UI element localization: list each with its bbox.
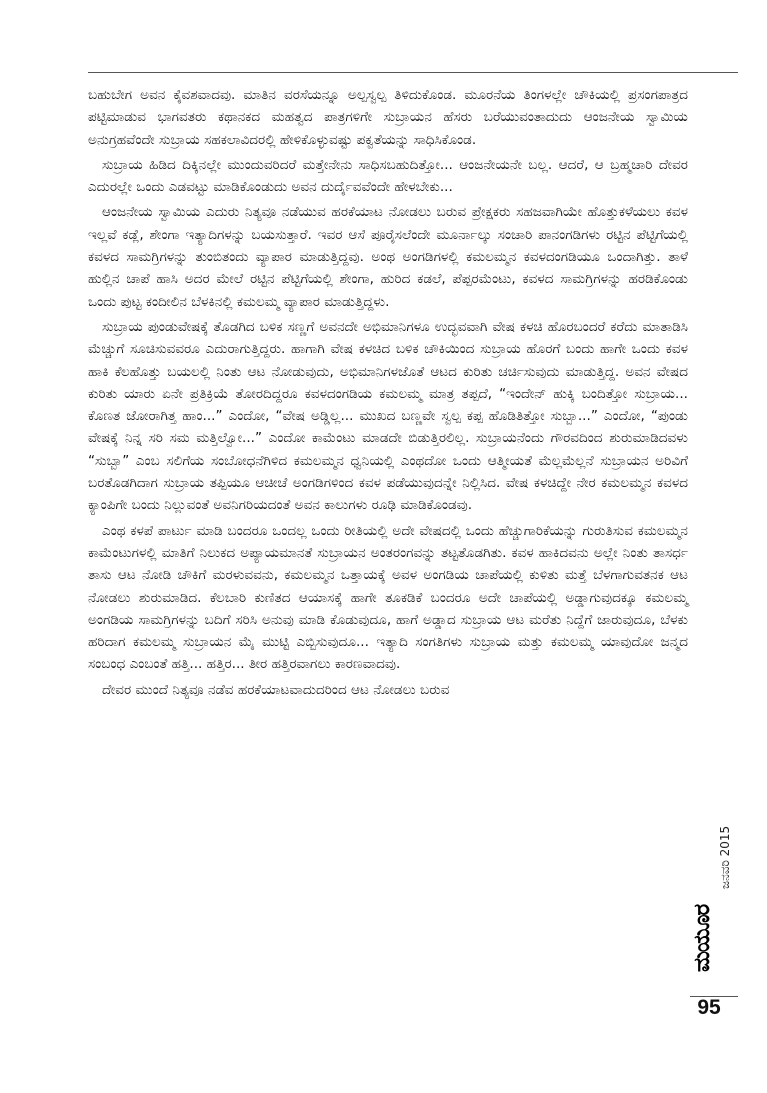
page-number: 95 <box>697 996 721 1019</box>
paragraph: ಬಹುಬೇಗ ಅವನ ಕೈವಶವಾದವು. ಮಾತಿನ ವರಸೆಯನ್ನೂ ಅಲ್ಪಸ್ವಲ್ಪ ತಿಳಿದುಕೊಂಡ. ಮೂರನೆಯ ತಿಂಗಳಲ್ಲೇ ಚೌಕಿಯಲ್ಲಿ ಪ್ರಸಂಗಪಾತ್ರದ ಪಟ್ಟಿಮಾಡುವ ಭಾಗವತರು ಕಥಾನಕದ ಮಹತ್ವದ ಪಾತ್ರಗಳಿಗೇ ಸುಬ್ರಾಯನ ಹೆಸರು ಬರೆಯುವಂತಾದುದು ಆಂಜನೇಯ ಸ್ವಾಮಿಯ ಅನುಗ್ರಹವೆಂದೇ ಸುಬ್ರಾಯ ಸಹಕಲಾವಿದರಲ್ಲಿ ಹೇಳಿಕೊಳ್ಳುವಷ್ಟು ಪಕ್ವತೆಯನ್ನು ಸಾಧಿಸಿಕೊಂಡ. <box>88 87 688 148</box>
article-body <box>88 84 688 704</box>
paragraph: ಸುಬ್ರಾಯ ಹಿಡಿದ ದಿಕ್ಕಿನಲ್ಲೇ ಮುಂದುವರಿದರೆ ಮತ್ತೇನೇನು ಸಾಧಿಸಬಹುದಿತ್ತೋ... ಆಂಜನೇಯನೇ ಬಲ್ಲ. ಆದರೆ, ಆ ಬ್ರಹ್ಮಚಾರಿ ದೇವರ ಎದುರಲ್ಲೇ ಒಂದು ಎಡವಟ್ಟು ಮಾಡಿಕೊಂಡುದು ಅವನ ದುರ್ದೈವವೆಂದೇ ಹೇಳಬೇಕು... <box>88 156 688 196</box>
sidebar-branding <box>690 800 738 1000</box>
top-divider <box>88 72 738 73</box>
issue-date: ಜನವರಿ 2015 <box>718 825 732 889</box>
magazine-masthead: ಮಯೂರ <box>690 904 715 972</box>
paragraph: ದೇವರ ಮುಂದೆ ನಿತ್ಯವೂ ನಡೆವ ಹರಕೆಯಾಟವಾದುದರಿಂದ ಆಟ ನೋಡಲು ಬರುವ <box>102 681 450 698</box>
paragraph: ಎಂಥ ಕಳಪೆ ಪಾರ್ಟು ಮಾಡಿ ಬಂದರೂ ಒಂದಲ್ಲ ಒಂದು ರೀತಿಯಲ್ಲಿ ಅದೇ ವೇಷದಲ್ಲಿ ಒಂದು ಹೆಚ್ಚುಗಾರಿಕೆಯನ್ನು ಗುರುತಿಸುವ ಕಮಲಮ್ಮನ ಕಾಮೆಂಟುಗಳಲ್ಲಿ ಮಾತಿಗೆ ನಿಲುಕದ ಅಪ್ಯಾಯಮಾನತೆ ಸುಬ್ರಾಯನ ಅಂತರಂಗವನ್ನು ತಟ್ಟತೊಡಗಿತು. ಕವಳ ಹಾಕಿದವನು ಅಲ್ಲೇ ನಿಂತು ತಾಸರ್ಧ ತಾಸು ಆಟ ನೋಡಿ ಚೌಕಿಗೆ ಮರಳುವವನು, ಕಮಲಮ್ಮನ ಒತ್ತಾಯಕ್ಕೆ ಅವಳ ಅಂಗಡಿಯ ಚಾಪೆಯಲ್ಲಿ ಕುಳಿತು ಮತ್ತೆ ಬೆಳಗಾಗುವತನಕ ಆಟ ನೋಡಲು ಶುರುಮಾಡಿದ. ಕೆಲಬಾರಿ ಕುಣಿತದ ಆಯಾಸಕ್ಕೆ ಹಾಗೇ ತೂಕಡಿಕೆ ಬಂದರೂ ಅದೇ ಚಾಪೆಯಲ್ಲಿ ಅಡ್ಡಾಗುವುದಕ್ಕೂ ಕಮಲಮ್ಮ ಅಂಗಡಿಯ ಸಾಮಗ್ರಿಗಳನ್ನು ಬದಿಗೆ ಸರಿಸಿ ಅನುವು ಮಾಡಿ ಕೊಡುವುದೂ, ಹಾಗೆ ಅಡ್ಡಾದ ಸುಬ್ರಾಯ ಆಟ ಮರೆತು ನಿದ್ದೆಗೆ ಜಾರುವುದೂ, ಬೆಳಕು ಹರಿದಾಗ ಕಮಲಮ್ಮ ಸುಬ್ರಾಯನ ಮೈ ಮುಟ್ಟಿ ಎಬ್ಬಿಸುವುದೂ... ಇತ್ಯಾದಿ ಸಂಗತಿಗಳು ಸುಬ್ರಾಯ ಮತ್ತು ಕಮಲಮ್ಮ ಯಾವುದೋ ಜನ್ಮದ ಸಂಬಂಧ ಎಂಬಂತೆ ಹತ್ತಿ... ಹತ್ತಿರ... ತೀರ ಹತ್ತಿರವಾಗಲು ಕಾರಣವಾದವು. <box>88 522 688 673</box>
paragraph: ಆಂಜನೇಯ ಸ್ವಾಮಿಯ ಎದುರು ನಿತ್ಯವೂ ನಡೆಯುವ ಹರಕೆಯಾಟ ನೋಡಲು ಬರುವ ಪ್ರೇಕ್ಷಕರು ಸಹಜವಾಗಿಯೇ ಹೊತ್ತುಕಳೆಯಲು ಕವಳ ಇಲ್ಲವೆ ಕಡ್ಲೆ, ಶೇಂಗಾ ಇತ್ಯಾದಿಗಳನ್ನು ಬಯಸುತ್ತಾರೆ. ಇವರ ಆಸೆ ಪೂರೈಸಲೆಂದೇ ಮೂರ್ನಾಲ್ಕು ಸಂಚಾರಿ ಪಾನಂಗಡಿಗಳು ರಟ್ಟಿನ ಪೆಟ್ಟಿಗೆಯಲ್ಲಿ ಕವಳದ ಸಾಮಗ್ರಿಗಳನ್ನು ತುಂಬಿತಂದು ವ್ಯಾಪಾರ ಮಾಡುತ್ತಿದ್ದವು. ಅಂಥ ಅಂಗಡಿಗಳಲ್ಲಿ ಕಮಲಮ್ಮನ ಕವಳದಂಗಡಿಯೂ ಒಂದಾಗಿತ್ತು. ತಾಳೆ ಹುಲ್ಲಿನ ಚಾಪೆ ಹಾಸಿ ಅದರ ಮೇಲೆ ರಟ್ಟಿನ ಪೆಟ್ಟಿಗೆಯಲ್ಲಿ ಶೇಂಗಾ, ಹುರಿದ ಕಡಲೆ, ಪೆಪ್ಪರಮೆಂಟು, ಕವಳದ ಸಾಮಗ್ರಿಗಳನ್ನು ಹರಡಿಕೊಂಡು ಒಂದು ಪುಟ್ಟ ಕಂದೀಲಿನ ಬೆಳಕಿನಲ್ಲಿ ಕಮಲಮ್ಮ ವ್ಯಾಪಾರ ಮಾಡುತ್ತಿದ್ದಳು. <box>88 204 688 310</box>
paragraph: ಸುಬ್ರಾಯ ಪುಂಡುವೇಷಕ್ಕೆ ತೊಡಗಿದ ಬಳಿಕ ಸಣ್ಣಗೆ ಅವನದೇ ಅಭಿಮಾನಿಗಳೂ ಉದ್ಭವವಾಗಿ ವೇಷ ಕಳಚಿ ಹೊರಬಂದರೆ ಕರೆದು ಮಾತಾಡಿಸಿ ಮೆಚ್ಚುಗೆ ಸೂಚಿಸುವವರೂ ಎದುರಾಗುತ್ತಿದ್ದರು. ಹಾಗಾಗಿ ವೇಷ ಕಳಚಿದ ಬಳಿಕ ಚೌಕಿಯಿಂದ ಸುಬ್ರಾಯ ಹೊರಗೆ ಬಂದು ಹಾಗೇ ಒಂದು ಕವಳ ಹಾಕಿ ಕೆಲಹೊತ್ತು ಬಯಲಲ್ಲಿ ನಿಂತು ಆಟ ನೋಡುವುದು, ಅಭಿಮಾನಿಗಳಜೊತೆ ಆಟದ ಕುರಿತು ಚರ್ಚಿಸುವುದು ಮಾಡುತ್ತಿದ್ದ. ಅವನ ವೇಷದ ಕುರಿತು ಯಾರು ಏನೇ ಪ್ರತಿಕ್ರಿಯೆ ತೋರದಿದ್ದರೂ ಕವಳದಂಗಡಿಯ ಕಮಲಮ್ಮ ಮಾತ್ರ ತಪ್ಪದೆ, “ಇಂದೇನ್ ಹುಕ್ಕಿ ಬಂದಿತ್ತೋ ಸುಬ್ರಾಯ... ಕೊಣತ ಜೋರಾಗಿತ್ತ ಹಾಂ...” ಎಂದೋ, “ವೇಷ ಅಡ್ಡಿಲ್ಲ... ಮುಖದ ಬಣ್ಣವೇ ಸ್ವಲ್ಪ ಕಪ್ಪ ಹೊಡಿತಿತ್ತೋ ಸುಬ್ಬಾ...” ಎಂದೋ, “ಪುಂಡು ವೇಷಕ್ಕೆ ನಿನ್ನ ಸರಿ ಸಮ ಮತ್ತಿಲ್ವೋ...” ಎಂದೋ ಕಾಮೆಂಟು ಮಾಡದೇ ಬಿಡುತ್ತಿರಲಿಲ್ಲ. ಸುಬ್ರಾಯನೆಂದು ಗೌರವದಿಂದ ಶುರುಮಾಡಿದವಳು “ಸುಬ್ಬಾ” ಎಂಬ ಸಲಿಗೆಯ ಸಂಬೋಧನೆಗಿಳಿದ ಕಮಲಮ್ಮನ ಧ್ವನಿಯಲ್ಲಿ ಎಂಥದೋ ಒಂದು ಆತ್ಮೀಯತೆ ಮೆಲ್ಲಮೆಲ್ಲನೆ ಸುಬ್ರಾಯನ ಅರಿವಿಗೆ ಬರತೊಡಗಿದಾಗ ಸುಬ್ರಾಯ ತಪ್ಪಿಯೂ ಆಚೀಚೆ ಅಂಗಡಿಗಳಿಂದ ಕವಳ ಪಡೆಯುವುದನ್ನೇ ನಿಲ್ಲಿಸಿದ. ವೇಷ ಕಳಚಿದ್ದೇ ನೇರ ಕಮಲಮ್ಮನ ಕವಳದ ಕ್ಯಾಂಪಿಗೇ ಬಂದು ನಿಲ್ಲುವಂತೆ ಅವನಿಗರಿಯದಂತೆ ಅವನ ಕಾಲುಗಳು ರೂಢಿ ಮಾಡಿಕೊಂಡವು. <box>88 318 688 514</box>
